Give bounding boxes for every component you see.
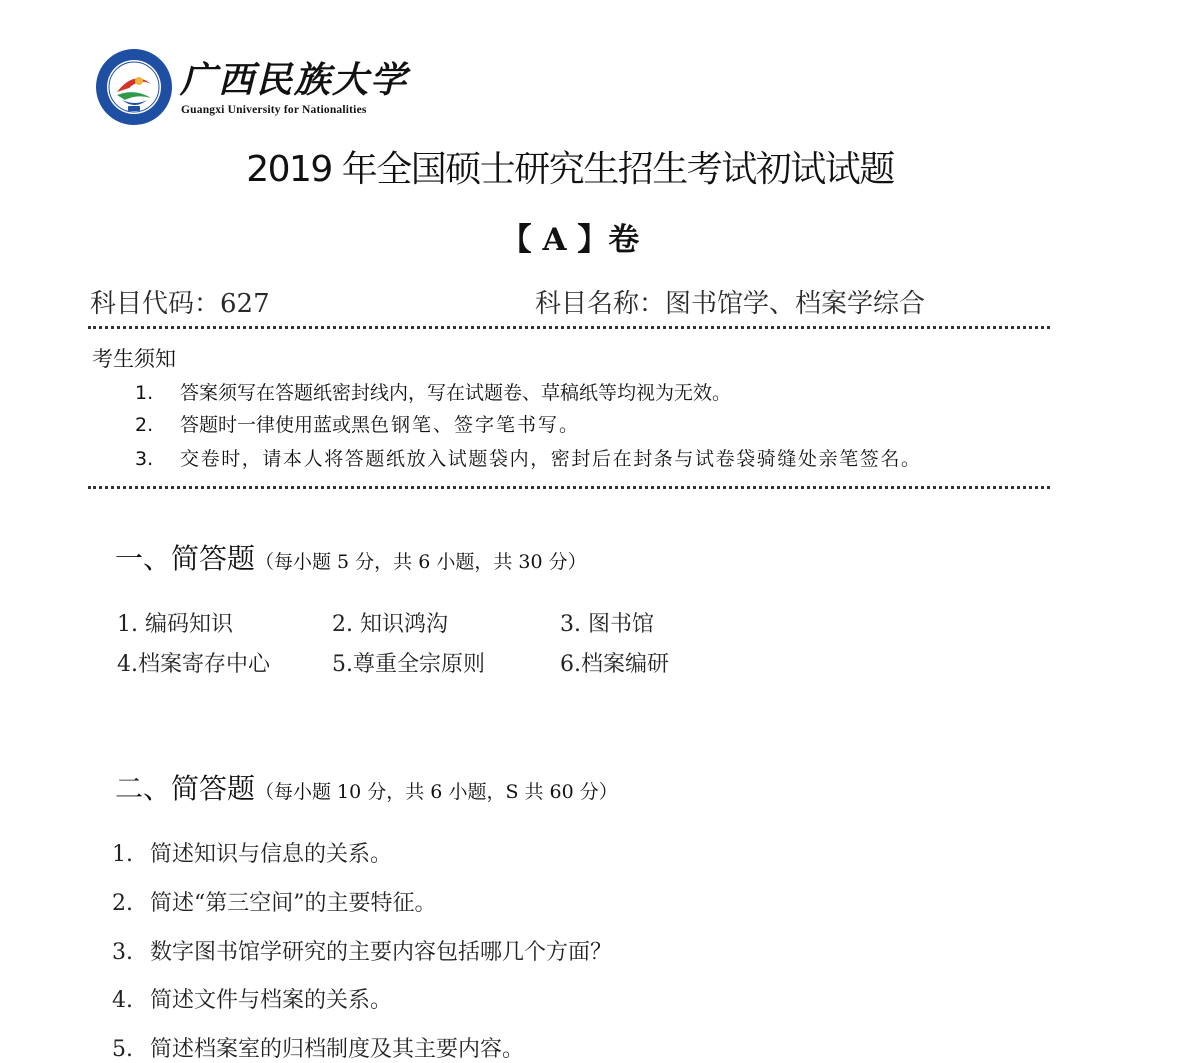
- term-item: 1. 编码知识: [117, 612, 233, 637]
- section-heading: [115, 767, 618, 807]
- question-item: [112, 1032, 524, 1063]
- question-text: 简述“第三空间”的主要特征。: [150, 891, 437, 916]
- notice-item: [135, 410, 580, 437]
- question-text: 简述知识与信息的关系。: [150, 842, 393, 867]
- term-item: 2. 知识鸿沟: [332, 612, 448, 637]
- term-item: 3. 图书馆: [560, 612, 654, 637]
- notice-item-text-cont: 色钢笔、签字笔书写。: [370, 414, 581, 436]
- section-title: 一、简答题: [115, 542, 256, 575]
- question-item: [112, 983, 392, 1014]
- section-title: 二、简答题: [115, 772, 256, 805]
- term-item: 4.档案寄存中心: [117, 652, 270, 677]
- paper-version: 【 A 】卷: [500, 222, 640, 258]
- question-number: 4.: [112, 988, 133, 1013]
- exam-title: 2019 年全国硕士研究生招生考试初试试题: [246, 149, 894, 190]
- question-text: 简述文件与档案的关系。: [150, 988, 393, 1013]
- section-score-note: （每小题 10 分，共 6 小题，S 共 60 分）: [255, 781, 618, 803]
- notice-item-number: 1.: [135, 382, 154, 404]
- notice-item: [135, 378, 731, 405]
- notice-item-text: 答题时一律使用蓝或黑: [180, 414, 371, 436]
- notice-item-number: 3.: [135, 448, 154, 470]
- question-number: 1.: [112, 842, 133, 867]
- question-item: [112, 886, 437, 917]
- question-item: [112, 837, 392, 868]
- question-number: 2.: [112, 891, 133, 916]
- notice-item-text: 交卷时，请本人将答题纸放入试题袋内，密封后在封条与试卷袋骑缝处亲笔签名。: [180, 448, 922, 470]
- university-name-cn: 广西民族大学: [180, 59, 409, 101]
- section-score-note: （每小题 5 分，共 6 小题，共 30 分）: [255, 551, 587, 573]
- question-number: 3.: [112, 940, 133, 965]
- notice-item-text: 答案须写在答题纸密封线内，写在试题卷、草稿纸等均视为无效。: [180, 382, 732, 404]
- term-item: 6.档案编研: [560, 652, 669, 677]
- subject-name: 科目名称：图书馆学、档案学综合: [535, 289, 926, 319]
- question-text: 数字图书馆学研究的主要内容包括哪几个方面？: [150, 940, 613, 965]
- question-number: 5.: [112, 1037, 133, 1062]
- term-item: 5.尊重全宗原则: [332, 652, 485, 677]
- university-seal-logo: [95, 48, 173, 126]
- notice-item: [135, 444, 922, 471]
- divider-top: [88, 326, 1050, 329]
- question-item: [112, 935, 612, 966]
- notice-title: 考生须知: [92, 347, 176, 371]
- university-name-en: Guangxi University for Nationalities: [181, 104, 367, 116]
- question-text: 简述档案室的归档制度及其主要内容。: [150, 1037, 525, 1062]
- section-heading: [115, 537, 587, 577]
- subject-code: 科目代码：627: [90, 289, 270, 319]
- notice-item-number: 2.: [135, 414, 154, 436]
- divider-bottom: [88, 486, 1050, 489]
